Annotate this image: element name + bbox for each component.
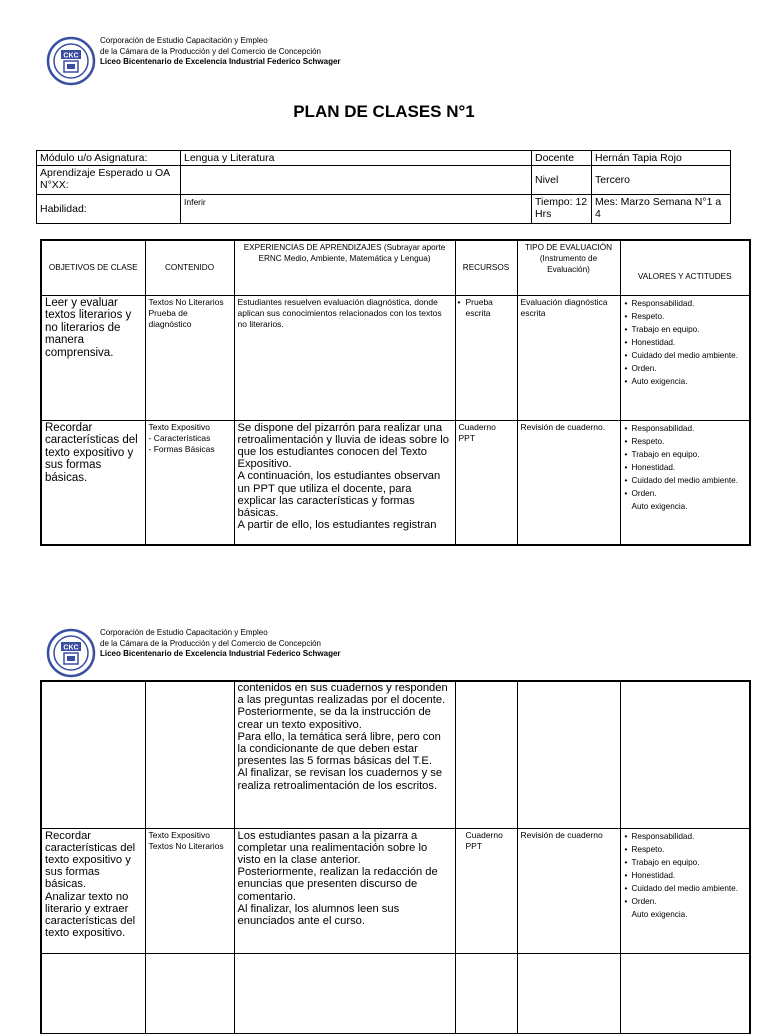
recursos-cell: • Prueba escrita <box>455 295 517 420</box>
experiencia-cell: Los estudiantes pasan a la pizarra a completar una realimentación sobre lo visto en la clase anterior. Posteriormente, realizan la redacción de enuncias que presenten discurso de comentario. Al finalizar, los alumnos leen sus enunciados ante el curso. <box>234 828 455 953</box>
valor-item: • Cuidado del medio ambiente. <box>624 350 747 362</box>
experiencia-cell: Se dispone del pizarrón para realizar una retroalimentación y lluvia de ideas sobre lo que los estudiantes conocen del Texto Expositivo. A continuación, los estudiantes observan un PPT que utiliza el docente, para explicar las características y formas básicas. A partir de ello, los estudiantes registran <box>234 420 455 545</box>
valor-item: • Honestidad. <box>624 869 747 882</box>
valores-cell <box>620 295 750 420</box>
valor-item: Auto exigencia. <box>631 501 688 511</box>
evaluacion-cell: Revisión de cuaderno <box>517 828 620 953</box>
valor-item: • Respeto. <box>624 843 747 856</box>
modulo-value: Lengua y Literatura <box>181 151 532 166</box>
valor-item: • Cuidado del medio ambiente. <box>624 475 747 487</box>
recursos-cell: Cuaderno PPT <box>455 420 517 545</box>
col-contenido: CONTENIDO <box>145 240 234 295</box>
header-line-1: Corporación de Estudio Capacitación y Empleo <box>100 628 268 637</box>
experiencia-cell: contenidos en sus cuadernos y responden a las preguntas realizadas por el docente. Posteriormente, se da la instrucción de crear un texto expositivo. Para ello, la temática será libre, pero con la condicionante de que deben estar presentes las 5 formas básicas del T.E. Al finalizar, se revisan los cuadernos y se realiza retroalimentación de los escritos. <box>234 681 455 828</box>
docente-value: Hernán Tapia Rojo <box>592 151 731 166</box>
svg-text:CKC: CKC <box>63 644 79 652</box>
habilidad-value: Inferir <box>181 195 532 224</box>
tiempo-value: Mes: Marzo Semana N°1 a 4 <box>592 195 731 224</box>
institution-header <box>46 36 376 86</box>
col-recursos: RECURSOS <box>455 240 517 295</box>
aprendizaje-value <box>181 166 532 195</box>
table-header-row <box>41 240 750 295</box>
valor-item: • Orden. <box>624 362 747 375</box>
tiempo-label: Tiempo: 12 Hrs <box>532 195 592 224</box>
evaluacion-cell: Revisión de cuaderno. <box>517 420 620 545</box>
experiencia-cell: Estudiantes resuelven evaluación diagnóstica, donde aplican sus conocimientos relacionados con los textos no literarios. <box>234 295 455 420</box>
plan-table <box>40 239 751 546</box>
valor-item: • Orden. <box>624 487 747 500</box>
table-row <box>41 953 750 1033</box>
header-line-2: de la Cámara de la Producción y del Comercio de Concepción <box>100 46 322 56</box>
valor-item: • Respeto. <box>624 310 747 323</box>
modulo-label: Módulo u/o Asignatura: <box>37 151 181 166</box>
info-table <box>36 150 731 224</box>
header-line-2: de la Cámara de la Producción y del Comercio de Concepción <box>100 638 322 648</box>
valor-item: • Orden. <box>624 895 747 908</box>
contenido-cell: Texto Expositivo - Características - Formas Básicas <box>145 420 234 545</box>
header-line-3: Liceo Bicentenario de Excelencia Industrial Federico Schwager <box>100 649 341 658</box>
habilidad-label: Habilidad: <box>37 195 181 224</box>
col-valores: VALORES Y ACTITUDES <box>620 240 750 295</box>
col-experiencias: EXPERIENCIAS DE APRENDIZAJES (Subrayar aporte ERNC Medio, Ambiente, Matemática y Lengua) <box>234 240 455 295</box>
aprendizaje-label: Aprendizaje Esperado u OA N°XX: <box>37 166 181 195</box>
evaluacion-cell: Evaluación diagnóstica escrita <box>517 295 620 420</box>
valores-cell <box>620 828 750 953</box>
valor-item: • Trabajo en equipo. <box>624 856 747 869</box>
nivel-value: Tercero <box>592 166 731 195</box>
valor-item: • Honestidad. <box>624 461 747 474</box>
table-row <box>41 295 750 420</box>
nivel-label: Nivel <box>532 166 592 195</box>
valor-item: • Trabajo en equipo. <box>624 323 747 336</box>
col-objetivos: OBJETIVOS DE CLASE <box>41 240 145 295</box>
valor-item: • Honestidad. <box>624 336 747 349</box>
objetivo-cell: Recordar características del texto expositivo y sus formas básicas. <box>41 420 145 545</box>
objetivo-cell: Recordar características del texto expositivo y sus formas básicas. Analizar texto no literario y extraer características del texto expositivo. <box>41 828 145 953</box>
plan-table-continued <box>40 680 751 1034</box>
institution-header <box>46 628 376 678</box>
valor-item: • Responsabilidad. <box>624 830 747 843</box>
institution-logo <box>46 628 96 678</box>
valores-cell <box>620 420 750 545</box>
valor-item: • Responsabilidad. <box>624 422 747 435</box>
valor-item: • Auto exigencia. <box>624 375 747 388</box>
valor-item: • Cuidado del medio ambiente. <box>624 883 747 895</box>
contenido-cell: Textos No Literarios Prueba de diagnóstico <box>145 295 234 420</box>
objetivo-cell: Leer y evaluar textos literarios y no literarios de manera comprensiva. <box>41 295 145 420</box>
valor-item: • Respeto. <box>624 435 747 448</box>
header-line-1: Corporación de Estudio Capacitación y Empleo <box>100 36 268 45</box>
header-line-3: Liceo Bicentenario de Excelencia Industrial Federico Schwager <box>100 57 341 66</box>
institution-logo <box>46 36 96 86</box>
table-row <box>41 681 750 828</box>
svg-text:CKC: CKC <box>63 52 79 60</box>
table-row <box>41 420 750 545</box>
col-evaluacion: TIPO DE EVALUACIÓN (Instrumento de Evaluación) <box>517 240 620 295</box>
table-row <box>41 828 750 953</box>
valor-item: Auto exigencia. <box>631 909 688 919</box>
contenido-cell: Texto Expositivo Textos No Literarios <box>145 828 234 953</box>
docente-label: Docente <box>532 151 592 166</box>
valor-item: • Trabajo en equipo. <box>624 448 747 461</box>
page-title: PLAN DE CLASES N°1 <box>293 102 475 121</box>
valor-item: • Responsabilidad. <box>624 297 747 310</box>
recursos-cell: Cuaderno PPT <box>455 828 517 953</box>
